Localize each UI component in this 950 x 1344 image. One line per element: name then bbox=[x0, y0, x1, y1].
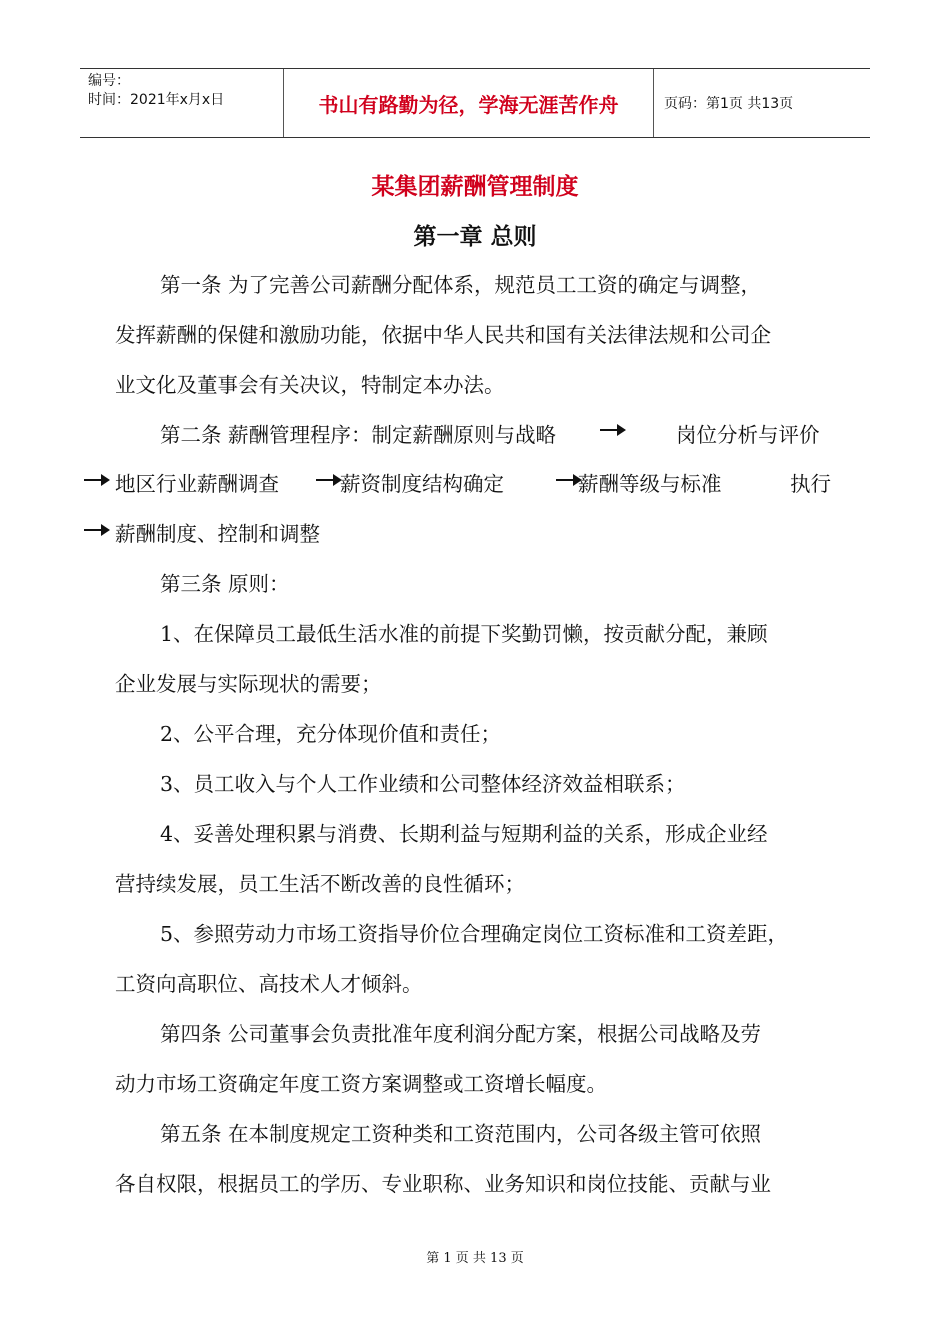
body-line: 执行 bbox=[790, 472, 831, 496]
header-table bbox=[80, 68, 870, 138]
flow-arrow-icon bbox=[316, 473, 342, 487]
flow-arrow-icon bbox=[84, 473, 110, 487]
page-footer: 第 1 页 共 13 页 bbox=[426, 1251, 524, 1266]
body-line: 第二条 薪酬管理程序：制定薪酬原则与战略 bbox=[160, 423, 557, 447]
body-line: 岗位分析与评价 bbox=[676, 423, 820, 447]
body-line: 第五条 在本制度规定工资种类和工资范围内，公司各级主管可依照 bbox=[160, 1122, 762, 1146]
body-line: 第四条 公司董事会负责批准年度利润分配方案，根据公司战略及劳 bbox=[160, 1022, 762, 1046]
code-label: 编号： bbox=[88, 73, 130, 89]
body-line: 发挥薪酬的保健和激励功能，依据中华人民共和国有关法律法规和公司企 bbox=[115, 323, 771, 347]
body-line: 2、公平合理，充分体现价值和责任； bbox=[160, 722, 502, 746]
header-motto: 书山有路勤为径，学海无涯苦作舟 bbox=[284, 69, 654, 137]
body-line: 薪资制度结构确定 bbox=[340, 472, 504, 496]
body-line: 营持续发展，员工生活不断改善的良性循环； bbox=[115, 872, 525, 896]
body-line: 5、参照劳动力市场工资指导价位合理确定岗位工资标准和工资差距， bbox=[160, 922, 789, 946]
chapter-heading: 第一章 总则 bbox=[413, 224, 537, 250]
body-line: 薪酬等级与标准 bbox=[578, 472, 722, 496]
body-line: 动力市场工资确定年度工资方案调整或工资增长幅度。 bbox=[115, 1072, 607, 1096]
body-line: 1、在保障员工最低生活水准的前提下奖勤罚懒，按贡献分配，兼顾 bbox=[160, 622, 768, 646]
body-line: 薪酬制度、控制和调整 bbox=[115, 522, 320, 546]
body-line: 3、员工收入与个人工作业绩和公司整体经济效益相联系； bbox=[160, 772, 686, 796]
body-line: 4、妥善处理积累与消费、长期利益与短期利益的关系，形成企业经 bbox=[160, 822, 768, 846]
body-line: 各自权限，根据员工的学历、专业职称、业务知识和岗位技能、贡献与业 bbox=[115, 1172, 771, 1196]
body-line: 业文化及董事会有关决议，特制定本办法。 bbox=[115, 373, 505, 397]
document-title: 某集团薪酬管理制度 bbox=[371, 174, 579, 200]
flow-arrow-icon bbox=[600, 423, 626, 437]
time-label: 时间：2021年x月x日 bbox=[88, 92, 225, 108]
header-page-info: 页码：第1页 共13页 bbox=[664, 96, 794, 112]
body-line: 工资向高职位、高技术人才倾斜。 bbox=[115, 972, 423, 996]
body-line: 地区行业薪酬调查 bbox=[115, 472, 279, 496]
body-line: 第一条 为了完善公司薪酬分配体系，规范员工工资的确定与调整， bbox=[160, 273, 762, 297]
body-line: 企业发展与实际现状的需要； bbox=[115, 672, 382, 696]
header-meta bbox=[80, 69, 284, 137]
body-line: 第三条 原则： bbox=[160, 572, 290, 596]
flow-arrow-icon bbox=[84, 523, 110, 537]
